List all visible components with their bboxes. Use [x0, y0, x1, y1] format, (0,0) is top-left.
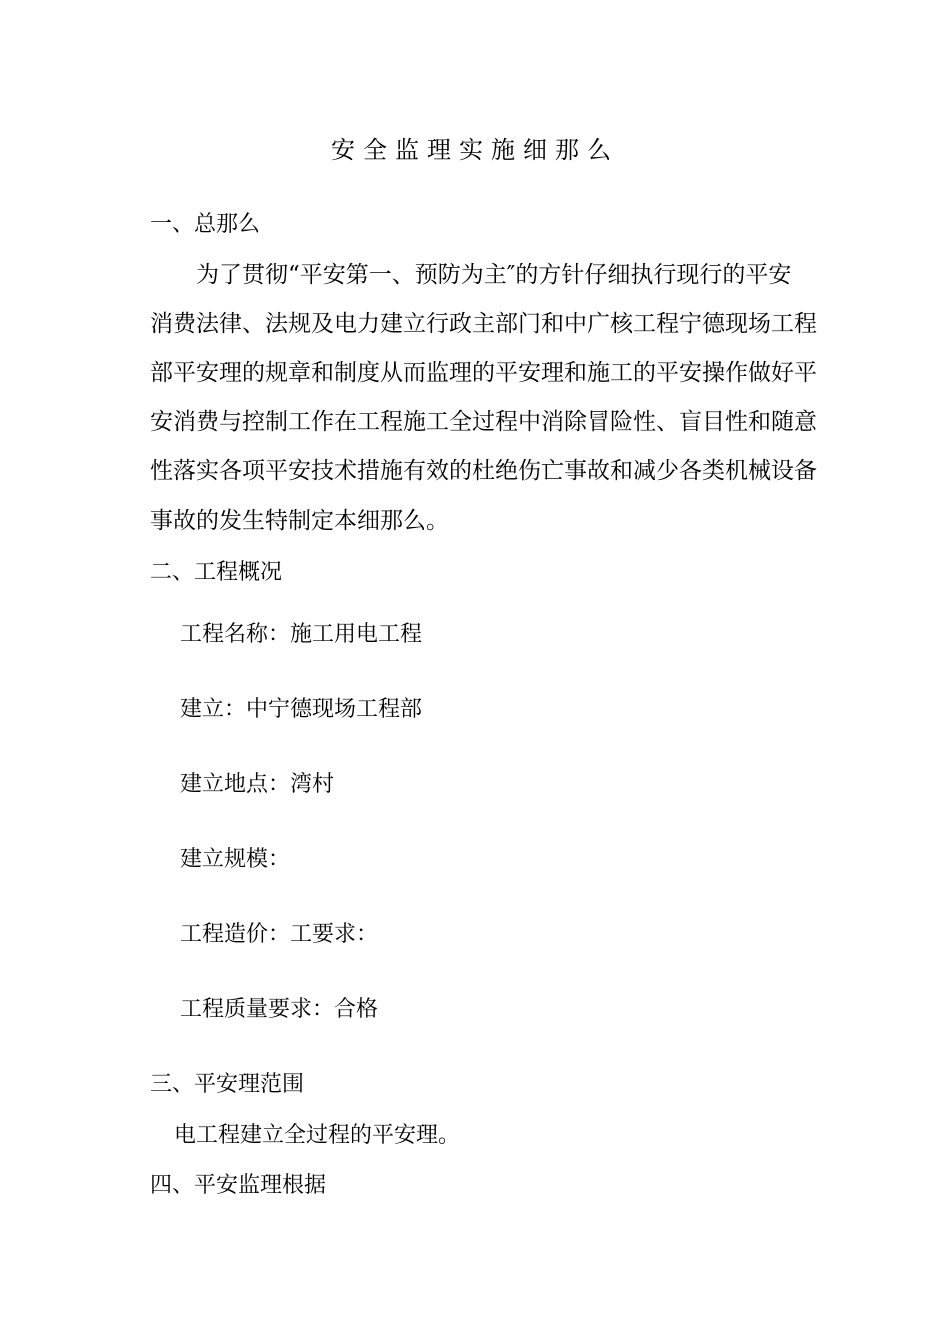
field-quality: 工程质量要求：合格 [180, 997, 379, 1022]
general-paragraph-line-1: 为了贯彻“平安第一、预防为主″的方针仔细执行现行的平安 [196, 262, 792, 288]
general-paragraph-line-4: 安消费与控制工作在工程施工全过程中消除冒险性、盲目性和随意 [150, 409, 817, 435]
field-project-name: 工程名称：施工用电工程 [180, 622, 423, 647]
section-heading-general: 一、总那么 [150, 212, 261, 237]
document-title: 安全监理实施细那么 [331, 136, 619, 164]
field-location: 建立地点：湾村 [180, 772, 335, 797]
section-heading-basis: 四、平安监理根据 [150, 1173, 327, 1198]
field-cost: 工程造价：工要求： [180, 922, 379, 947]
section-heading-overview: 二、工程概况 [150, 560, 283, 585]
scope-paragraph-line-1: 电工程建立全过程的平安理。 [174, 1123, 461, 1148]
general-paragraph-line-3: 部平安理的规章和制度从而监理的平安理和施工的平安操作做好平 [150, 360, 817, 386]
general-paragraph-line-2: 消费法律、法规及电力建立行政主部门和中广核工程宁德现场工程 [150, 311, 817, 337]
field-builder: 建立：中宁德现场工程部 [180, 697, 423, 722]
general-paragraph-line-5: 性落实各项平安技术措施有效的杜绝伤亡事故和减少各类机械设备 [150, 458, 817, 484]
section-heading-scope: 三、平安理范围 [150, 1072, 305, 1097]
general-paragraph-line-6: 事故的发生特制定本细那么。 [150, 508, 449, 534]
field-scale: 建立规模： [180, 847, 291, 872]
